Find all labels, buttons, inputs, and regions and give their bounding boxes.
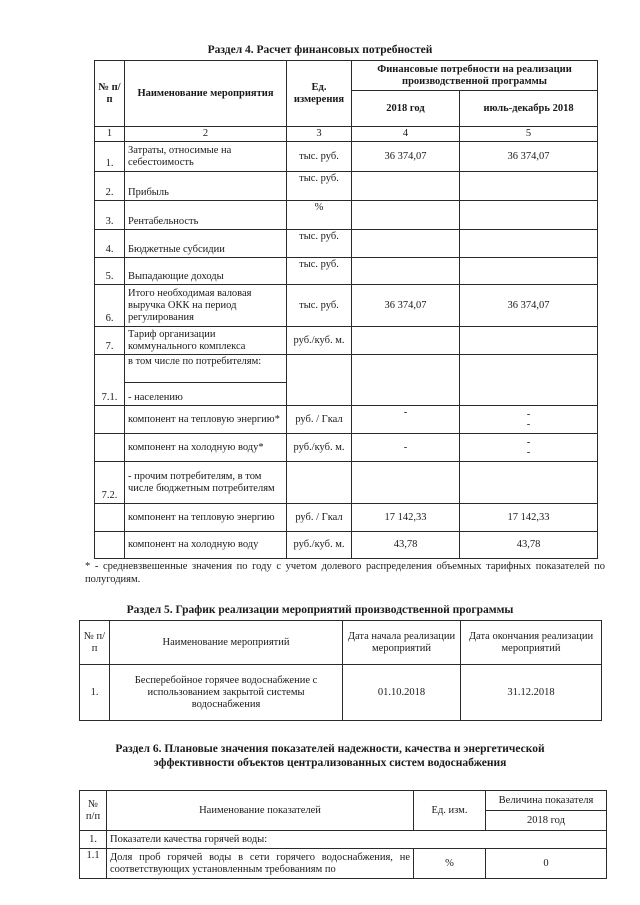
row-value-2018 xyxy=(352,258,460,285)
row-num: 1. xyxy=(95,142,125,172)
row-value-jul-dec xyxy=(460,406,598,434)
row-name: Доля проб горячей воды в сети горячего водоснабжения, не соответствующих установленным требованиям по xyxy=(107,849,414,879)
row-value-jul-dec xyxy=(460,355,598,406)
row-name: Показатели качества горячей воды: xyxy=(107,831,607,849)
table-row xyxy=(95,327,598,355)
row-value-jul-dec xyxy=(460,462,598,504)
row-num xyxy=(95,434,125,462)
row-value-2018: 17 142,33 xyxy=(352,504,460,532)
row-unit: тыс. руб. xyxy=(287,285,352,327)
header-num: № п/п xyxy=(80,791,107,831)
table-row xyxy=(80,849,607,879)
row-unit xyxy=(287,355,352,406)
row-unit: руб. / Гкал xyxy=(287,504,352,532)
table-row xyxy=(95,434,598,462)
row-value-jul-dec: 43,78 xyxy=(460,532,598,559)
dash-value: - xyxy=(526,408,531,420)
row-value-jul-dec xyxy=(460,172,598,201)
financial-needs-table xyxy=(94,60,598,559)
table-row xyxy=(95,406,598,434)
row-value-2018 xyxy=(352,327,460,355)
row-unit: тыс. руб. xyxy=(287,172,352,201)
row-name: - населению xyxy=(125,383,287,406)
header-unit: Ед. измерения xyxy=(287,61,352,127)
table-row xyxy=(95,462,598,504)
table-row xyxy=(95,285,598,327)
row-name: Итого необходимая валовая выручка ОКК на период регулирования xyxy=(125,285,287,327)
row-value-2018: 36 374,07 xyxy=(352,142,460,172)
table-row xyxy=(95,230,598,258)
row-unit: тыс. руб. xyxy=(287,230,352,258)
col-number-2: 2 xyxy=(125,127,287,142)
row-num: 5. xyxy=(95,258,125,285)
header-name: Наименование мероприятия xyxy=(125,61,287,127)
schedule-table xyxy=(79,620,602,721)
header-start-date: Дата начала реализации мероприятий xyxy=(343,621,461,665)
table-row xyxy=(95,172,598,201)
header-financial-needs: Финансовые потребности на реализации производственной программы xyxy=(352,61,598,91)
row-num: 3. xyxy=(95,201,125,230)
row-unit: % xyxy=(414,849,486,879)
row-num: 1. xyxy=(80,665,110,721)
footnote: * - средневзвешенные значения по году с учетом долевого распределения объемных тарифных показателей по полугодиям. xyxy=(85,561,605,585)
row-num xyxy=(95,406,125,434)
row-num: 2. xyxy=(95,172,125,201)
header-jul-dec-2018: июль-декабрь 2018 xyxy=(460,91,598,127)
table-row xyxy=(95,201,598,230)
table-row xyxy=(95,142,598,172)
row-num: 6. xyxy=(95,285,125,327)
row-name: - прочим потребителям, в том числе бюджетным потребителям xyxy=(125,462,287,504)
row-value-2018 xyxy=(352,462,460,504)
table-row xyxy=(80,665,602,721)
row-num: 7.2. xyxy=(95,462,125,504)
row-unit xyxy=(287,462,352,504)
indicators-table xyxy=(79,790,607,879)
row-value-jul-dec xyxy=(460,230,598,258)
row-num: 7. xyxy=(95,327,125,355)
row-value-2018: - xyxy=(352,434,460,462)
row-value-2018 xyxy=(352,230,460,258)
table-row xyxy=(95,504,598,532)
row-value-2018 xyxy=(352,172,460,201)
row-num: 7.1. xyxy=(95,355,125,406)
header-name: Наименование мероприятий xyxy=(110,621,343,665)
row-name: Бесперебойное горячее водоснабжение с использованием закрытой системы водоснабжения xyxy=(110,665,343,721)
row-name: Выпадающие доходы xyxy=(125,258,287,285)
row-value-jul-dec: 36 374,07 xyxy=(460,285,598,327)
row-value-jul-dec xyxy=(460,258,598,285)
row-value-2018 xyxy=(352,355,460,406)
row-name: Тариф организации коммунального комплекса xyxy=(125,327,287,355)
row-num: 1. xyxy=(80,831,107,849)
col-number-5: 5 xyxy=(460,127,598,142)
row-num xyxy=(95,504,125,532)
row-unit: тыс. руб. xyxy=(287,258,352,285)
row-name: компонент на холодную воду xyxy=(125,532,287,559)
section6-title: Раздел 6. Плановые значения показателей надежности, качества и энергетической эффективности объектов централизованных систем водоснабжения xyxy=(115,743,545,769)
row-value-2018: - xyxy=(352,406,460,434)
header-year: 2018 год xyxy=(486,811,607,831)
table-row xyxy=(95,258,598,285)
row-value-2018: 36 374,07 xyxy=(352,285,460,327)
row-name: Бюджетные субсидии xyxy=(125,230,287,258)
header-year-2018: 2018 год xyxy=(352,91,460,127)
row-value-jul-dec xyxy=(460,434,598,462)
row-unit: руб./куб. м. xyxy=(287,434,352,462)
row-num: 4. xyxy=(95,230,125,258)
header-end-date: Дата окончания реализации мероприятий xyxy=(461,621,602,665)
col-number-4: 4 xyxy=(352,127,460,142)
table-row xyxy=(80,831,607,849)
row-unit: % xyxy=(287,201,352,230)
section4-title: Раздел 4. Расчет финансовых потребностей xyxy=(207,44,433,56)
row-name: компонент на холодную воду* xyxy=(125,434,287,462)
dash-value: - xyxy=(526,446,531,458)
table-row xyxy=(95,355,598,383)
row-value-2018 xyxy=(352,201,460,230)
row-name: Рентабельность xyxy=(125,201,287,230)
section5-title: Раздел 5. График реализации мероприятий производственной программы xyxy=(126,604,514,616)
row-value-jul-dec xyxy=(460,201,598,230)
dash-value: - xyxy=(526,436,531,448)
row-name: Прибыль xyxy=(125,172,287,201)
row-num: 1.1 xyxy=(80,849,107,879)
row-value-jul-dec xyxy=(460,327,598,355)
col-number-1: 1 xyxy=(95,127,125,142)
header-unit: Ед. изм. xyxy=(414,791,486,831)
row-value-2018: 43,78 xyxy=(352,532,460,559)
row-num xyxy=(95,532,125,559)
dash-value: - xyxy=(526,418,531,430)
col-number-3: 3 xyxy=(287,127,352,142)
row-start-date: 01.10.2018 xyxy=(343,665,461,721)
row-unit: руб./куб. м. xyxy=(287,327,352,355)
row-end-date: 31.12.2018 xyxy=(461,665,602,721)
header-name: Наименование показателей xyxy=(107,791,414,831)
header-num: № п/п xyxy=(80,621,110,665)
row-value: 0 xyxy=(486,849,607,879)
row-value-jul-dec: 36 374,07 xyxy=(460,142,598,172)
row-value-jul-dec: 17 142,33 xyxy=(460,504,598,532)
row-name: компонент на тепловую энергию* xyxy=(125,406,287,434)
row-unit: руб./куб. м. xyxy=(287,532,352,559)
table-row xyxy=(95,532,598,559)
row-unit: руб. / Гкал xyxy=(287,406,352,434)
row-name: Затраты, относимые на себестоимость xyxy=(125,142,287,172)
row-name: в том числе по потребителям: xyxy=(125,355,287,383)
row-unit: тыс. руб. xyxy=(287,142,352,172)
header-value-group: Величина показателя xyxy=(486,791,607,811)
row-name: компонент на тепловую энергию xyxy=(125,504,287,532)
header-num: № п/п xyxy=(95,61,125,127)
